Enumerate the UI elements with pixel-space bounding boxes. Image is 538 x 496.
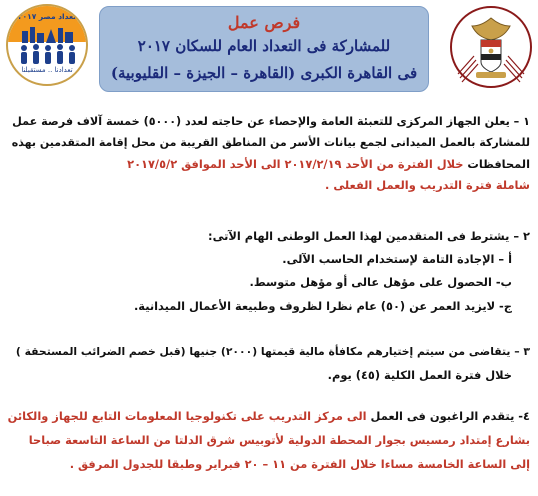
title-line-1: فرص عمل: [227, 13, 301, 32]
capmas-emblem-icon: [448, 4, 534, 90]
item-1-line-2: للمشاركة بالعمل الميدانى لجمع بيانات الأسر من المناطق القريبة من محل إقامة المتقدمين بهذه: [11, 136, 530, 149]
item-2-line-4: ج- لايزيد العمر عن (٥٠) عام نظرا لظروف وطبيعة الأعمال الميدانية.: [133, 299, 512, 313]
item-1-period-text: خلال الفترة من الأحد ٢٠١٧/٢/١٩ الى الأحد الموافق ٢٠١٧/٥/٢: [127, 157, 464, 171]
item-1-governorates-label: المحافظات: [467, 157, 530, 171]
item-4-line-2: بشارع إمتداد رمسيس بجوار المحطة الدولية لأتوبيس شرق الدلتا من الساعة التاسعة صباحا: [28, 433, 530, 447]
item-4-line-1: [8, 406, 530, 426]
announcement-body: [8, 102, 530, 492]
item-2-line-2: أ – الإجادة التامة لإستخدام الحاسب الآلى.: [282, 252, 512, 266]
item-1-line-1: ١ – يعلن الجهاز المركزى للتعبئة العامة والإحصاء عن حاجته لعدد (٥٠٠٠) خمسة آلاف فرصة عمل: [12, 115, 530, 128]
title-line-2: للمشاركة فى التعداد العام للسكان ٢٠١٧: [137, 37, 391, 55]
item-2-line-3: ب- الحصول على مؤهل عالى أو مؤهل متوسط.: [249, 275, 512, 289]
census-2017-logo: [6, 4, 88, 86]
logo-left-top-text: تعداد مصر ٢٠١٧: [17, 12, 77, 21]
title-line-3: فى القاهرة الكبرى (القاهرة – الجيزة – القليوبية): [110, 64, 418, 82]
header: [0, 0, 538, 98]
item-4-applicants-label: ٤- يتقدم الراغبون فى العمل: [370, 409, 530, 423]
item-4-line-3: إلى الساعة الخامسة مساءا خلال الفترة من ١١ – ٢٠ فبراير وطبقا للجدول المرفق .: [69, 457, 530, 471]
item-3-line-1: ٣ – يتقاضى من سيتم إختيارهم مكافأة مالية قيمتها (٢٠٠٠) جنيها (قبل خصم الضرائب المستحقة ): [15, 345, 530, 358]
title-box: [99, 6, 429, 92]
item-3-line-2: خلال فترة العمل الكلية (٤٥) يوم.: [327, 368, 512, 382]
city-skyline-icon: [18, 23, 78, 43]
item-1-line-3: [127, 154, 530, 174]
item-2-line-1: ٢ – يشترط فى المتقدمين لهذا العمل الوطنى الهام الآتى:: [208, 229, 530, 243]
item-1-line-4: شاملة فترة التدريب والعمل الفعلى .: [325, 178, 530, 192]
logo-left-bottom-text: تعدادنا .. مستقبلنا: [21, 66, 73, 74]
people-group-icon: [16, 42, 80, 66]
item-4-training-center-text: الى مركز التدريب على تكنولوجيا المعلومات التابع للجهاز والكائن: [7, 409, 367, 423]
